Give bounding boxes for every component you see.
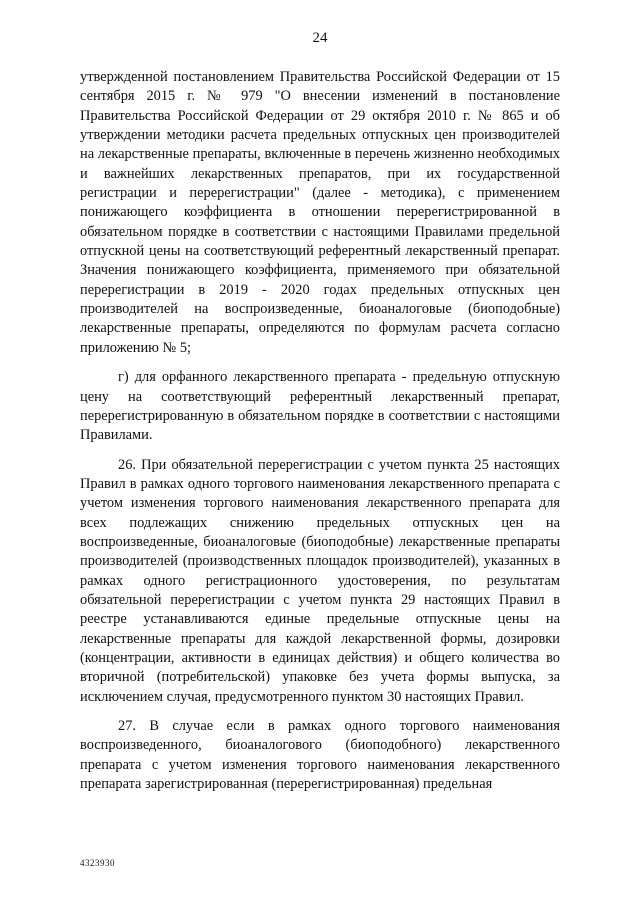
paragraph-continuation: утвержденной постановлением Правительства Российской Федерации от 15 сентября 2015 г. № 979 "О внесении изменений в постановление Правительства Российской Федерации от 29 октября 2010 г. № 865 и об утверждении методики расчета предельных отпускных цен производителей на лекарственные препараты, включенные в перечень жизненно необходимых и важнейших лекарственных препаратов, при их государственной регистрации и перерегистрации" (далее - методика), с применением понижающего коэффициента в отношении перерегистрированной в обязательном порядке в соответствии с настоящими Правилами предельной отпускной цены на соответствующий референтный лекарственный препарат. Значения понижающего коэффициента, применяемого при обязательной перерегистрации в 2019 - 2020 годах предельных отпускных цен производителей на воспроизведенные, биоаналоговые (биоподобные) лекарственные препараты, определяются по формулам расчета согласно приложению № 5; — [80, 69, 560, 356]
paragraph-26: 26. При обязательной перерегистрации с учетом пункта 25 настоящих Правил в рамках одного торгового наименования лекарственного препарата с учетом изменения торгового наименования лекарственного препарата для всех подлежащих снижению предельных отпускных цен на воспроизведенные, биоаналоговые (биоподобные) лекарственные препараты производителей (производственных площадок производителей), указанных в рамках одного регистрационного удостоверения, по результатам обязательной перерегистрации с учетом пункта 29 настоящих Правил в реестре устанавливаются единые предельные отпускные цены на лекарственные препараты для каждой лекарственной формы, дозировки (концентрации, активности в единицах действия) и общего количества во вторичной (потребительской) упаковке без учета формы выпуска, за исключением случая, предусмотренного пунктом 30 настоящих Правил. — [80, 456, 560, 705]
page-number: 24 — [312, 30, 328, 46]
paragraph-item-g: г) для орфанного лекарственного препарата - предельную отпускную цену на соответствующий референтный лекарственный препарат, перерегистрированную в обязательном порядке в соответствии с настоящими Правилами. — [80, 369, 560, 444]
document-id: 4323930 — [80, 858, 115, 868]
paragraph-27: 27. В случае если в рамках одного торгового наименования воспроизведенного, биоаналогового (биоподобного) лекарственного препарата с учетом изменения торгового наименования лекарственного препарата зарегистрированная (перерегистрированная) предельная — [80, 718, 560, 793]
document-body — [80, 68, 560, 794]
